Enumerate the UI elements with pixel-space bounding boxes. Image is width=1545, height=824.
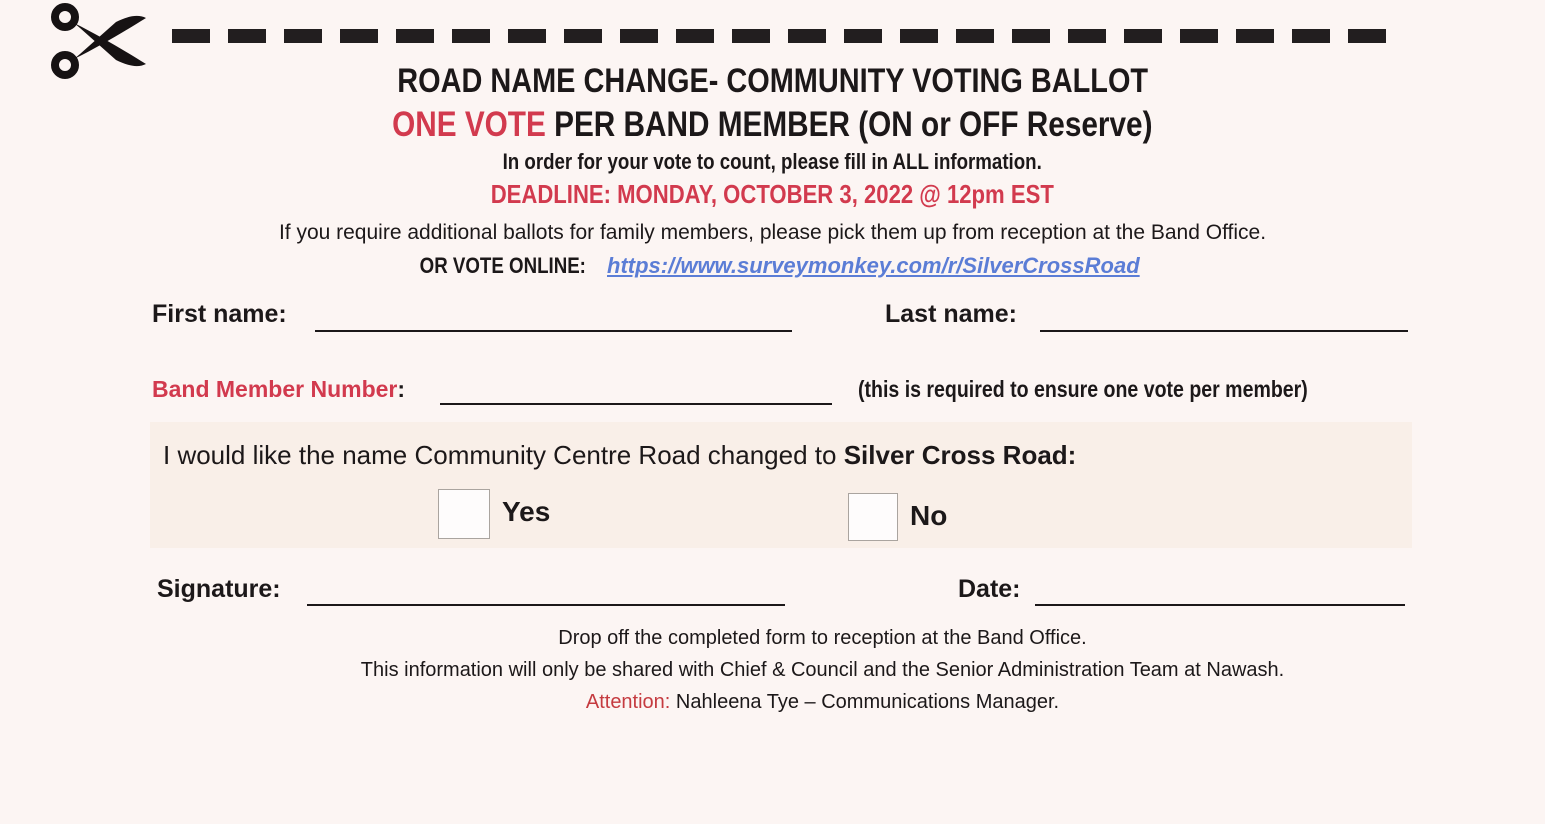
subtitle-rest: PER BAND MEMBER (ON or OFF Reserve): [546, 105, 1153, 144]
footer-dropoff-text: Drop off the completed form to reception at the Band Office.: [558, 627, 1087, 649]
subtitle-highlight: ONE VOTE: [392, 105, 547, 144]
page-title: [0, 62, 1545, 101]
attention-label: Attention:: [585, 691, 671, 713]
first-name-line[interactable]: [315, 330, 792, 332]
question-text: I would like the name Community Centre Road changed to Silver Cross Road:: [163, 440, 1077, 470]
online-vote-line: [0, 253, 1545, 279]
online-vote-label: OR VOTE ONLINE:: [419, 253, 587, 278]
no-label: No: [910, 500, 948, 531]
band-member-label: Band Member Number:: [152, 376, 406, 402]
date-label: Date:: [958, 575, 1021, 603]
band-member-colon: :: [397, 376, 406, 402]
question-box: [150, 422, 1412, 548]
first-name-label: First name:: [152, 300, 287, 328]
question-bold-text: Silver Cross Road:: [843, 440, 1077, 470]
title-text: ROAD NAME CHANGE- COMMUNITY VOTING BALLOT: [397, 62, 1148, 100]
date-line[interactable]: [1035, 604, 1405, 606]
last-name-line[interactable]: [1040, 330, 1408, 332]
instruction-text: In order for your vote to count, please fill in ALL information.: [502, 149, 1043, 174]
survey-link[interactable]: https://www.surveymonkey.com/r/SilverCrossRoad: [607, 253, 1140, 278]
no-checkbox[interactable]: [848, 493, 898, 541]
additional-info-text: If you require additional ballots for family members, please pick them up from reception at the Band Office.: [278, 221, 1267, 244]
yes-checkbox[interactable]: [438, 489, 490, 539]
attention-text: Nahleena Tye – Communications Manager.: [670, 691, 1060, 713]
footer-sharing-text: This information will only be shared with Chief & Council and the Senior Administration Team at Nawash.: [360, 659, 1285, 681]
cut-dashed-line: [172, 29, 1400, 43]
signature-label: Signature:: [157, 575, 281, 603]
last-name-label: Last name:: [885, 300, 1017, 328]
band-member-line[interactable]: [440, 403, 832, 405]
subtitle: [0, 105, 1545, 145]
yes-label: Yes: [502, 496, 551, 527]
deadline-text: DEADLINE: MONDAY, OCTOBER 3, 2022 @ 12pm EST: [490, 179, 1055, 209]
band-member-note: (this is required to ensure one vote per member): [858, 376, 1308, 402]
signature-line[interactable]: [307, 604, 785, 606]
footer-attention-line: [100, 691, 1545, 714]
